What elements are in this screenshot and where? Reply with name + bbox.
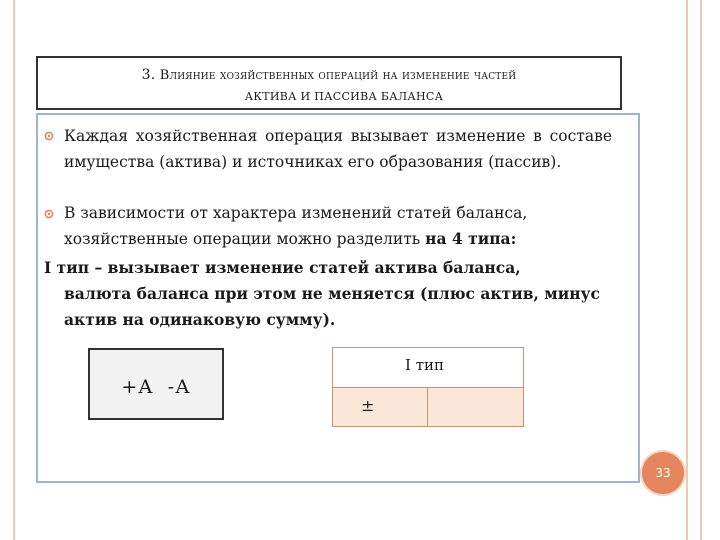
formula-text: +А -А [121,376,191,398]
bullet-paragraph-2 [64,200,612,252]
type1-description [44,255,612,333]
bullet-icon [44,131,54,141]
right-decorative-line [686,0,688,540]
bullet-paragraph-2-text: В зависимости от характера изменений статей баланса, хозяйственные операции можно разделить [64,204,528,248]
type-table [332,347,524,427]
slide-title-number: 3. [141,67,156,83]
type-table-cell-empty [428,388,523,426]
type1-description-line1: I тип – вызывает изменение статей актива баланса, [44,258,521,277]
formula-box [88,348,224,420]
slide-title-line1 [38,67,620,83]
type-table-header-text: I тип [405,356,444,374]
slide-title-line2: АКТИВА И ПАССИВА БАЛАНСА [244,90,444,103]
type-table-header [333,348,523,388]
left-decorative-line [13,0,15,540]
bullet-icon [44,209,54,219]
type-table-cell [333,388,428,426]
bullet-paragraph-2-bold: на 4 типа: [425,229,517,248]
slide-title-text: Влияние хозяйственных операций на изменение частей [159,68,517,83]
right-decorative-line-outer [700,0,702,540]
slide-title-box [36,56,622,110]
page-number: 33 [655,466,671,480]
bullet-paragraph-1: Каждая хозяйственная операция вызывает изменение в составе имущества (актива) и источниках его образования (пассив). [64,127,612,171]
page-number-badge [640,450,686,496]
type1-description-rest: валюта баланса при этом не меняется (плюс актив, минус актив на одинаковую сумму). [64,284,600,329]
type-table-cell-text: ± [361,396,375,415]
